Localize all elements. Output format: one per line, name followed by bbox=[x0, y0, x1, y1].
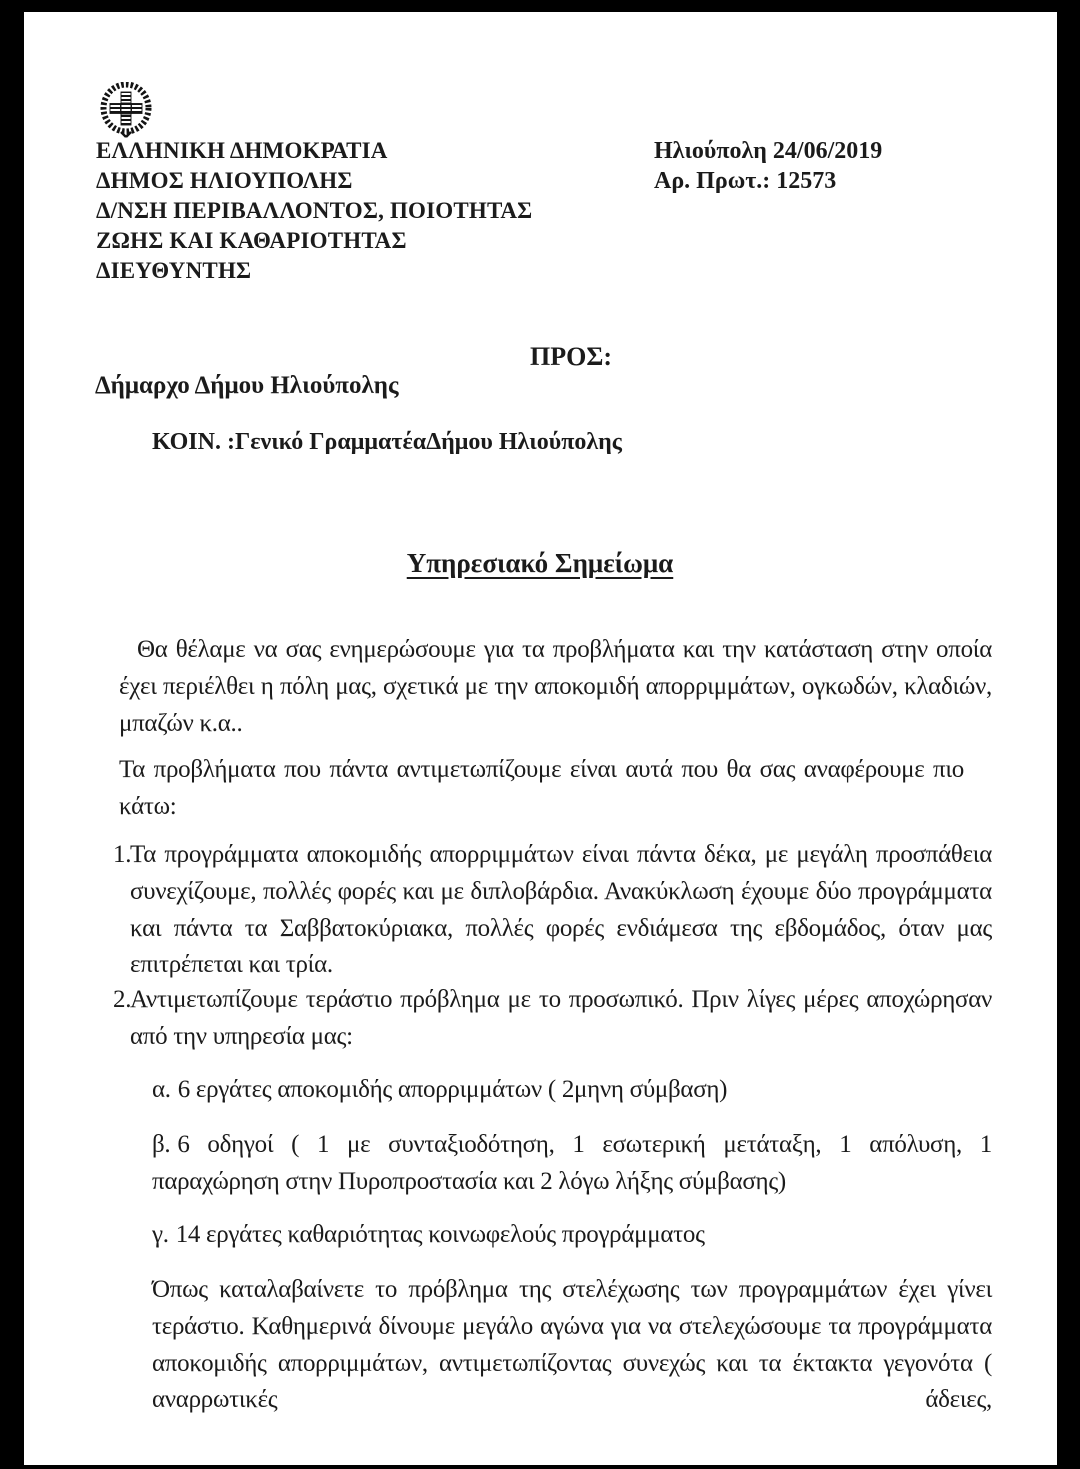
numbered-item-1-marker: 1. bbox=[113, 841, 132, 868]
lettered-item-beta-marker: β. bbox=[152, 1131, 171, 1158]
letterhead-org-block bbox=[96, 136, 532, 286]
to-label: ΠΡΟΣ: bbox=[530, 342, 612, 371]
lettered-item-gamma-marker: γ. bbox=[152, 1221, 169, 1248]
org-line-municipality: ΔΗΜΟΣ ΗΛΙΟΥΠΟΛΗΣ bbox=[96, 168, 353, 193]
lettered-item-alpha-marker: α. bbox=[152, 1076, 171, 1103]
lettered-item-gamma-text: 14 εργάτες καθαριότητας κοινωφελούς προγράμματος bbox=[175, 1221, 705, 1248]
date-protocol-block bbox=[654, 136, 882, 196]
lettered-item-alpha-text: 6 εργάτες αποκομιδής απορριμμάτων ( 2μηνη σύμβαση) bbox=[177, 1076, 728, 1103]
lead-paragraph: Τα προβλήματα που πάντα αντιμετωπίζουμε είναι αυτά που θα σας αναφέρουμε πιο κάτω: bbox=[119, 756, 964, 820]
numbered-item-2 bbox=[113, 982, 992, 1056]
numbered-item-1-text: Τα προγράμματα αποκομιδής απορριμμάτων είναι πάντα δέκα, με μεγάλη προσπάθεια συνεχίζουμε, πολλές φορές και με διπλοβάρδια. Ανακύκλωση έχουμε δύο προγράμματα και πάντα τα Σαββατοκύριακα, πολλές φορές ενδιάμεσα της εβδομάδος, όταν μας επιτρέπεται και τρία. bbox=[130, 841, 992, 979]
numbered-item-2-text: Αντιμετωπίζουμε τεράστιο πρόβλημα με το προσωπικό. Πριν λίγες μέρες αποχώρησαν από την υπηρεσία μας: bbox=[130, 986, 992, 1050]
org-line-directorate-2: ΖΩΗΣ ΚΑΙ ΚΑΘΑΡΙΟΤΗΤΑΣ bbox=[96, 228, 407, 253]
lettered-item-gamma bbox=[152, 1217, 992, 1254]
lettered-item-alpha bbox=[152, 1072, 992, 1109]
intro-paragraph: Θα θέλαμε να σας ενημερώσουμε για τα προβλήματα και την κατάσταση στην οποία έχει περιέλθει η πόλη μας, σχετικά με την αποκομιδή απορριμμάτων, ογκωδών, κλαδιών, μπαζών κ.α.. bbox=[119, 636, 992, 737]
cc-line: ΚΟΙΝ. :Γενικό ΓραμματέαΔήμου Ηλιούπολης bbox=[152, 429, 622, 455]
lettered-item-beta bbox=[152, 1127, 992, 1201]
org-line-directorate: Δ/ΝΣΗ ΠΕΡΙΒΑΛΛΟΝΤΟΣ, ΠΟΙΟΤΗΤΑΣ bbox=[96, 198, 533, 223]
closing-paragraph: Όπως καταλαβαίνετε το πρόβλημα της στελέχωσης των προγραμμάτων έχει γίνει τεράστιο. Καθημερινά δίνουμε μεγάλο αγώνα για να στελεχώσουμε τα προγράμματα αποκομιδής απορριμμάτων, αντιμετωπίζοντας συνεχώς και τα έκτακτα γεγονότα ( αναρρωτικές άδειες, bbox=[152, 1276, 992, 1414]
org-line-director: ΔΙΕΥΘΥΝΤΗΣ bbox=[96, 258, 252, 283]
protocol-number: Αρ. Πρωτ.: 12573 bbox=[654, 168, 837, 194]
org-line-republic: ΕΛΛΗΝΙΚΗ ΔΗΜΟΚΡΑΤΙΑ bbox=[96, 138, 388, 163]
recipient-line: Δήμαρχο Δήμου Ηλιούπολης bbox=[95, 372, 399, 399]
document-title: Υπηρεσιακό Σημείωμα bbox=[406, 548, 674, 578]
lettered-item-beta-text: 6 οδηγοί ( 1 με συνταξιοδότηση, 1 εσωτερική μετάταξη, 1 απόλυση, 1 παραχώρηση στην Πυροπροστασία και 2 λόγω λήξης σύμβασης) bbox=[152, 1131, 992, 1195]
numbered-item-1 bbox=[113, 837, 992, 984]
place-date: Ηλιούπολη 24/06/2019 bbox=[654, 138, 883, 164]
greek-coat-of-arms-icon bbox=[99, 82, 153, 138]
numbered-item-2-marker: 2. bbox=[113, 986, 132, 1013]
